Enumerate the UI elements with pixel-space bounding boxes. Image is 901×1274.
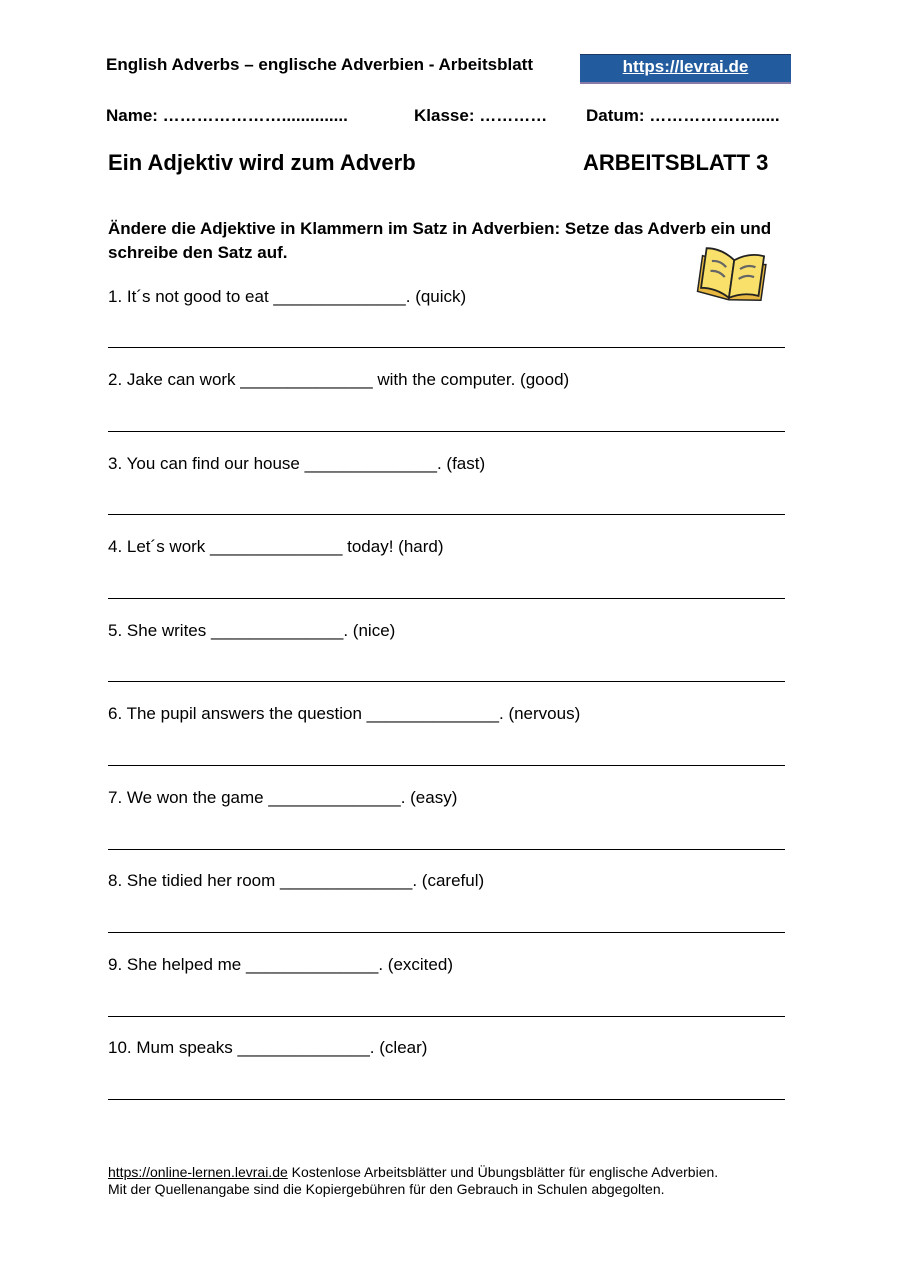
answer-line-5[interactable]	[108, 681, 785, 682]
answer-line-4[interactable]	[108, 598, 785, 599]
answer-line-6[interactable]	[108, 765, 785, 766]
question-2: 2. Jake can work ______________ with the computer. (good)	[108, 370, 570, 389]
answer-line-1[interactable]	[108, 347, 785, 348]
open-book-icon	[694, 246, 770, 306]
datum-field: Datum: ………………......	[586, 106, 780, 125]
footer	[108, 1164, 718, 1198]
instruction-text: Ändere die Adjektive in Klammern im Satz in Adverbien: Setze das Adverb ein und schreibe den Satz auf.	[108, 219, 772, 262]
worksheet-heading: Ein Adjektiv wird zum Adverb	[108, 150, 416, 175]
name-field: Name: …………………..............	[106, 106, 348, 125]
worksheet-header-title: English Adverbs – englische Adverbien - Arbeitsblatt	[106, 55, 533, 74]
footer-link[interactable]: https://online-lernen.levrai.de	[108, 1164, 288, 1180]
answer-line-7[interactable]	[108, 849, 785, 850]
question-6: 6. The pupil answers the question ______________. (nervous)	[108, 704, 581, 723]
worksheet-number: ARBEITSBLATT 3	[583, 150, 769, 175]
answer-line-3[interactable]	[108, 514, 785, 515]
footer-line-2: Mit der Quellenangabe sind die Kopiergebühren für den Gebrauch in Schulen abgegolten.	[108, 1181, 665, 1197]
levrai-link[interactable]: https://levrai.de	[622, 57, 749, 76]
question-7: 7. We won the game ______________. (easy)	[108, 788, 458, 807]
question-9: 9. She helped me ______________. (excited)	[108, 955, 453, 974]
question-1: 1. It´s not good to eat ______________. (quick)	[108, 287, 467, 306]
question-5: 5. She writes ______________. (nice)	[108, 621, 396, 640]
question-10: 10. Mum speaks ______________. (clear)	[108, 1038, 428, 1057]
question-8: 8. She tidied her room ______________. (careful)	[108, 871, 485, 890]
answer-line-8[interactable]	[108, 932, 785, 933]
answer-line-10[interactable]	[108, 1099, 785, 1100]
footer-line-1	[108, 1164, 718, 1181]
question-3: 3. You can find our house ______________. (fast)	[108, 454, 486, 473]
answer-line-9[interactable]	[108, 1016, 785, 1017]
question-4: 4. Let´s work ______________ today! (hard)	[108, 537, 444, 556]
answer-line-2[interactable]	[108, 431, 785, 432]
footer-line-1-text: Kostenlose Arbeitsblätter und Übungsblätter für englische Adverbien.	[287, 1164, 719, 1180]
levrai-link-box[interactable]	[580, 54, 791, 84]
klasse-field: Klasse: …………	[414, 106, 548, 125]
